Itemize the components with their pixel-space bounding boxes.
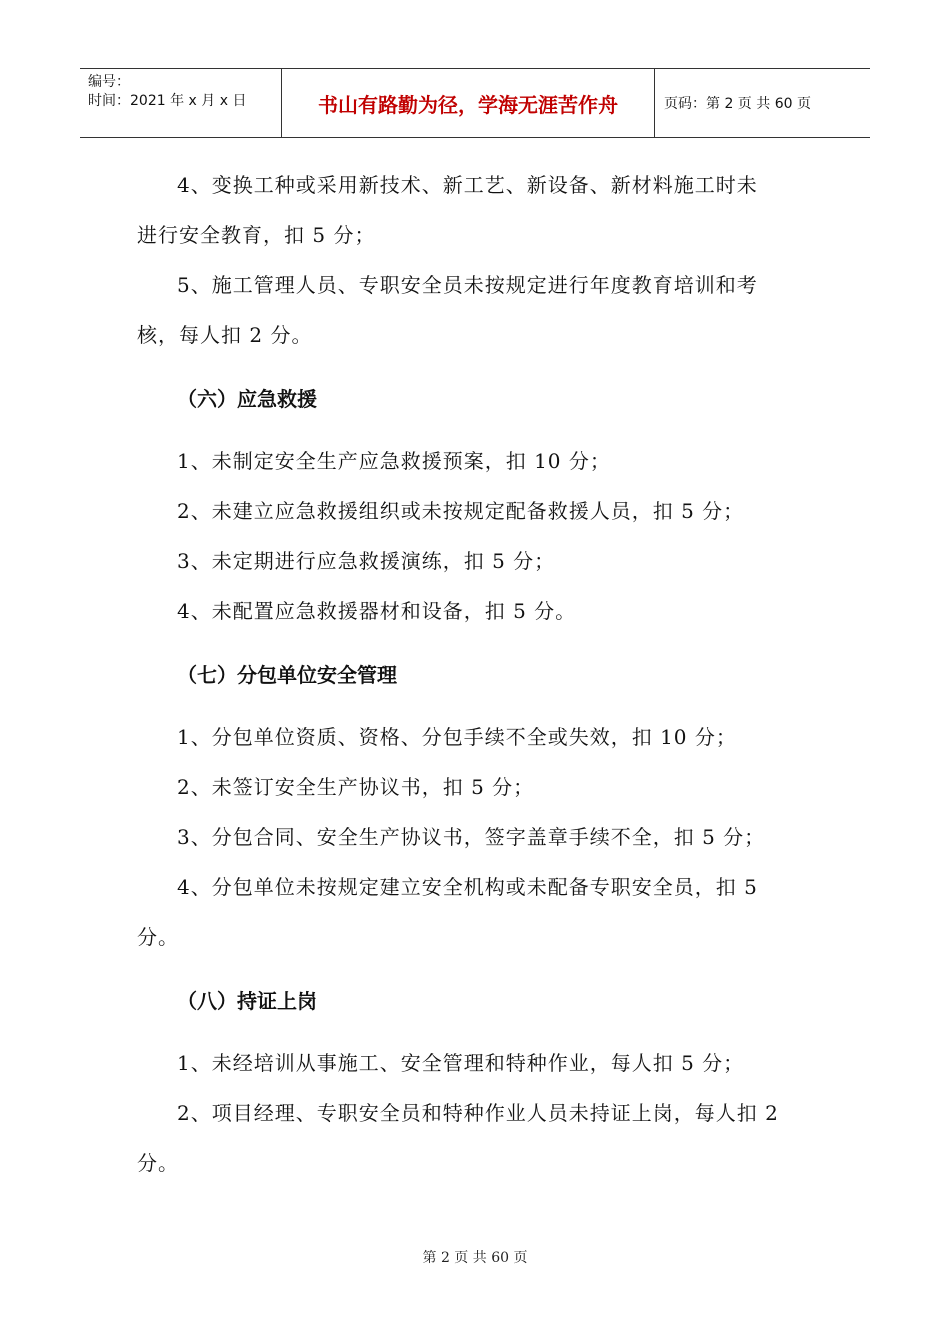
list-item: 2、未签订安全生产协议书，扣 5 分； [177,775,535,799]
section-heading-certification: （八）持证上岗 [177,989,317,1013]
document-date: 时间：2021 年 x 月 x 日 [88,93,247,109]
document-number-label: 编号： [88,74,130,90]
paragraph-item-5: 5、施工管理人员、专职安全员未按规定进行年度教育培训和考 [177,273,758,297]
list-item: 4、未配置应急救援器材和设备，扣 5 分。 [177,599,577,623]
header-meta [80,69,280,137]
list-item: 3、分包合同、安全生产协议书，签字盖章手续不全，扣 5 分； [177,825,766,849]
list-item-cont: 分。 [137,925,179,949]
list-item: 2、未建立应急救援组织或未按规定配备救援人员，扣 5 分； [177,499,745,523]
section-heading-subcontractor: （七）分包单位安全管理 [177,663,397,687]
section-heading-emergency: （六）应急救援 [177,387,317,411]
header-page-info: 页码：第 2 页 共 60 页 [664,96,811,112]
page-header [80,68,870,138]
document-body [137,160,817,1188]
list-item: 3、未定期进行应急救援演练，扣 5 分； [177,549,556,573]
list-item-cont: 分。 [137,1151,179,1175]
header-motto: 书山有路勤为径，学海无涯苦作舟 [281,69,655,137]
paragraph-item-4-cont: 进行安全教育，扣 5 分； [137,223,376,247]
list-item: 1、未制定安全生产应急救援预案，扣 10 分； [177,449,611,473]
paragraph-item-4: 4、变换工种或采用新技术、新工艺、新设备、新材料施工时未 [177,173,758,197]
list-item: 2、项目经理、专职安全员和特种作业人员未持证上岗，每人扣 2 [177,1101,779,1125]
page-footer: 第 2 页 共 60 页 [422,1250,528,1266]
paragraph-item-5-cont: 核，每人扣 2 分。 [137,323,313,347]
list-item: 4、分包单位未按规定建立安全机构或未配备专职安全员，扣 5 [177,875,758,899]
list-item: 1、未经培训从事施工、安全管理和特种作业，每人扣 5 分； [177,1051,745,1075]
list-item: 1、分包单位资质、资格、分包手续不全或失效，扣 10 分； [177,725,737,749]
